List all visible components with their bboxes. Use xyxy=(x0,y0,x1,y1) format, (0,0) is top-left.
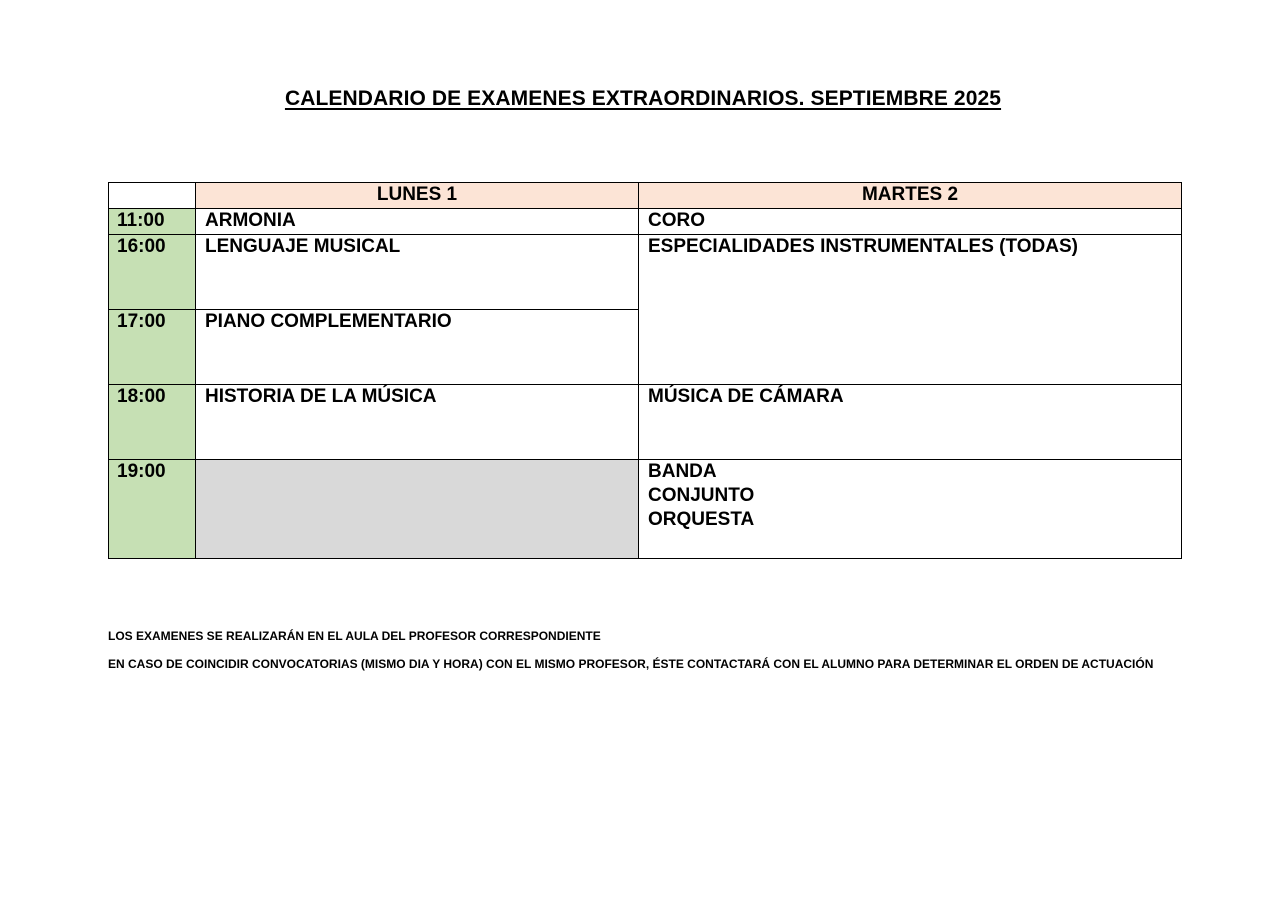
table-row xyxy=(109,460,1182,559)
header-monday: LUNES 1 xyxy=(196,183,639,209)
table-row xyxy=(109,385,1182,460)
notes-section xyxy=(108,626,1188,682)
monday-empty-cell xyxy=(196,460,639,559)
note-text: EN CASO DE COINCIDIR CONVOCATORIAS (MISMO DIA Y HORA) CON EL MISMO PROFESOR, ÉSTE CONTACTARÁ CON EL ALUMNO PARA DETERMINAR EL ORDEN DE ACTUACIÓN xyxy=(108,657,1154,671)
table-header-row xyxy=(109,183,1182,209)
tuesday-exam-cell: CORO xyxy=(639,209,1182,235)
tuesday-exam-cell: MÚSICA DE CÁMARA xyxy=(639,385,1182,460)
exam-line: CONJUNTO xyxy=(648,485,755,506)
time-cell: 17:00 xyxy=(109,310,196,385)
time-cell: 11:00 xyxy=(109,209,196,235)
exam-line: BANDA xyxy=(648,461,717,482)
time-cell: 16:00 xyxy=(109,235,196,310)
tuesday-exam-cell: ESPECIALIDADES INSTRUMENTALES (TODAS) xyxy=(639,235,1182,385)
monday-exam-cell: PIANO COMPLEMENTARIO xyxy=(196,310,639,385)
time-cell: 18:00 xyxy=(109,385,196,460)
page-title: CALENDARIO DE EXAMENES EXTRAORDINARIOS. SEPTIEMBRE 2025 xyxy=(284,87,1002,110)
exam-line: ORQUESTA xyxy=(648,509,755,530)
table-row xyxy=(109,209,1182,235)
exam-schedule-table xyxy=(108,182,1182,559)
tuesday-exam-cell xyxy=(639,460,1182,559)
table-row xyxy=(109,235,1182,310)
header-tuesday: MARTES 2 xyxy=(639,183,1182,209)
time-cell: 19:00 xyxy=(109,460,196,559)
monday-exam-cell: LENGUAJE MUSICAL xyxy=(196,235,639,310)
note-text: LOS EXAMENES SE REALIZARÁN EN EL AULA DEL PROFESOR CORRESPONDIENTE xyxy=(108,629,601,643)
header-time-cell xyxy=(109,183,196,209)
monday-exam-cell: HISTORIA DE LA MÚSICA xyxy=(196,385,639,460)
monday-exam-cell: ARMONIA xyxy=(196,209,639,235)
